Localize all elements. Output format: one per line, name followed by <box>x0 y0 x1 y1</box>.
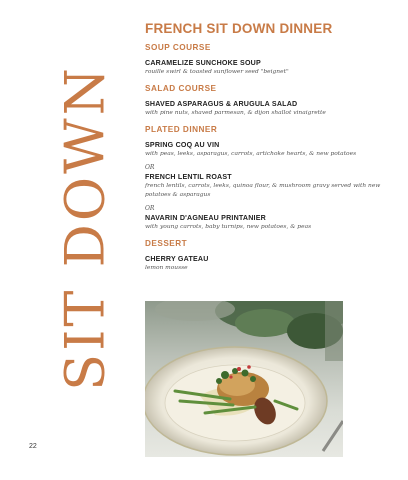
dish-name: SHAVED ASPARAGUS & ARUGULA SALAD <box>145 100 298 108</box>
dish-name: FRENCH LENTIL ROAST <box>145 173 232 181</box>
or-separator: OR <box>145 164 155 171</box>
or-separator: OR <box>145 205 155 212</box>
menu <box>145 21 385 280</box>
dish-description: with pine nuts, shaved parmesan, & dijon shallot vinaigrette <box>145 110 326 116</box>
plated-dish-illustration <box>145 301 343 457</box>
dish-item <box>145 59 385 77</box>
dish-item <box>145 100 385 118</box>
dish-description: with peas, leeks, asparagus, carrots, artichoke hearts, & new potatoes <box>145 151 357 157</box>
dish-description: rouille swirl & toasted sunflower seed "beignet" <box>145 69 289 75</box>
menu-title: FRENCH SIT DOWN DINNER <box>145 21 333 36</box>
dish-name: CARAMELIZE SUNCHOKE SOUP <box>145 59 261 67</box>
course-heading-salad: SALAD COURSE <box>145 84 217 93</box>
vertical-section-title <box>53 64 117 391</box>
dish-item <box>145 141 385 159</box>
dish-item <box>145 214 385 232</box>
dish-name: NAVARIN D'AGNEAU PRINTANIER <box>145 214 266 222</box>
course-heading-soup: SOUP COURSE <box>145 43 211 52</box>
sit-down-title: SIT DOWN <box>53 64 117 391</box>
dish-name: CHERRY GATEAU <box>145 255 209 263</box>
dish-item <box>145 255 385 273</box>
course-heading-plated-dinner: PLATED DINNER <box>145 125 218 134</box>
course-heading-dessert: DESSERT <box>145 239 188 248</box>
dish-description: with young carrots, baby turnips, new potatoes, & peas <box>145 224 312 230</box>
dish-name: SPRING COQ AU VIN <box>145 141 220 149</box>
food-photo <box>145 301 343 457</box>
page-number: 22 <box>29 443 37 450</box>
dish-item <box>145 173 385 200</box>
dish-description: french lentils, carrots, leeks, quinoa flour, & mushroom gravy served with new potatoes & asparagus <box>145 183 381 198</box>
dish-description: lemon mousse <box>145 265 188 271</box>
